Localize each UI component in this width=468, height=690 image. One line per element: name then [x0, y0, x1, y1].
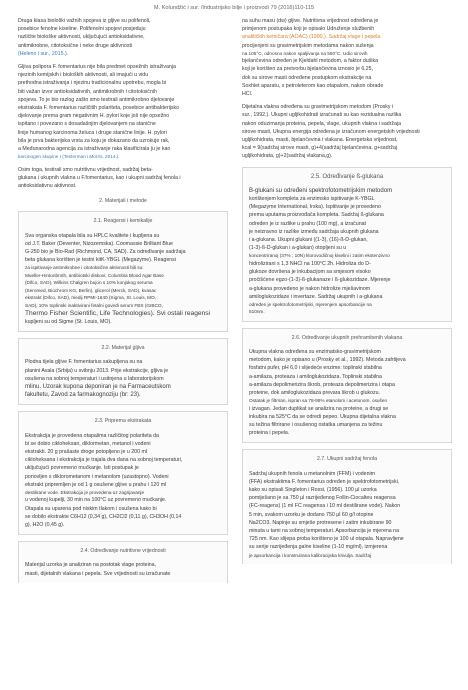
text-line: masti, dijetalnih vlakana i pepela. Sve vrijednosti su izračunate: [25, 570, 171, 577]
text-line: Sva organska otapala bila su HPLC kvalitete i kupljena su: [25, 232, 160, 239]
text-line: mlinu. Uzorak kupona deponiran je na Farmaceutskom: [25, 383, 171, 390]
text-line: djelovanje prema gram negativnim H. pylori koje još nije opsežno: [18, 113, 170, 120]
subsection-heading: 2.7. Ukupni sadržaj fenola: [317, 456, 377, 463]
section-box-glucan: [242, 167, 452, 322]
text-line: linije humanog karcinoma želuca i druge stanične linije. H. pylori: [18, 129, 167, 136]
highlighted-text-line: analitičkih kemičara (AOAC) (1990.). Sadržaj vlage i pepela: [242, 34, 381, 41]
text-line: metodom, kako je opisano u (Prosky et al., 1992). Metoda zahtijeva: [249, 357, 406, 364]
text-line: i a-glukana. Ukupni glukani ((1-3), (16)-ß-D-glukan,: [249, 237, 368, 244]
text-line: proteina i pepela.: [249, 430, 290, 437]
intro-paragraph-2: [18, 63, 228, 161]
text-line: a-amilaza depolimerizira škrob, proteaza depolimerizira i otapa: [249, 381, 395, 388]
text-line: glukana i ukupnih vlakna u F.fomentarius, kao i ukupni sadržaj fenola i: [18, 174, 181, 181]
citation-link[interactable]: (Heleno i sur., 2015.).: [18, 50, 69, 57]
text-line: bila je prva bakterijska vrsta za koju je dokazano da uzrokuje rak,: [18, 137, 170, 144]
fiber-paragraph: [242, 103, 452, 160]
text-line: Osim toga, testirali smo nutritivnu vrijednost, sadržaj beta-: [18, 166, 153, 173]
text-line: beta glukana korišten je testni kitK-YBGL (Megazyme). Reagensi: [25, 257, 176, 264]
text-line: prema uputama proizvođača kompleta. Sadržaj ß-glukana: [249, 212, 384, 219]
text-line: Gljiva polipora F. fomentarius nije bila predmet opsežnih istraživanja: [18, 64, 176, 71]
text-line: glukoze dovršena je inkubacijom sa smjesom visoko: [249, 269, 371, 276]
text-line: ekstrakt (Difco, SAD), medij RPMI-1640 (Sigma, St. Louis, MO,: [25, 295, 157, 301]
text-line: proteine, dok amiloglukozidaza prevara škrob u glukozu.: [249, 389, 381, 396]
text-line: planini Avala (Srbija) u svibnju 2013. Prije ekstrakcije, gljiva je: [25, 367, 169, 374]
section-box-dietary-fiber: [242, 328, 452, 444]
text-line: Mueller-Hintonbroth, antibiotski diskovi, Columbia Blood Agar Base: [25, 272, 164, 278]
right-column: [242, 17, 452, 564]
text-line: korištenjem kompleta za enzimsko ispitivanje K-YBGL: [249, 196, 375, 203]
section-box-nutrition: [18, 541, 228, 583]
text-line: fosfatni pufer, pH 6,0 i slijedeće enzime: toplinski stabilna: [249, 365, 382, 372]
text-line: sirove masti. Ukupna energija određena je izračunom energetskih vrijednosti: [242, 128, 420, 135]
text-line: pročišćene egzo-(1-3)-ß-glukanaze i ß-glukozidaze. Mjerenje: [249, 277, 391, 284]
text-line: bi se dobio cikloheksan, diklormetan, metanol i vodeni: [25, 440, 151, 447]
text-line: dok su sirove masti određene postupkom ekstrakcije na: [242, 74, 372, 81]
text-line: (1-3)-ß-D-glukan i a-glukan) otopljeni su u: [249, 245, 347, 252]
text-line: kupljeni su od Sigme (St. Louis, MO).: [25, 318, 112, 325]
intro-paragraph-3: [18, 166, 228, 191]
text-line: posebice fenolne kiseline. Polifenolni spojevi posjeduju: [18, 26, 146, 33]
text-line: g), H2O (0,45 g).: [25, 521, 65, 528]
text-line: 725 nm. Kao slijepa proba korišteno je 100 ul otapala. Napravljene: [249, 536, 404, 543]
text-line: Soxhlet aparatu, s petroleterom kao otapalom, nakon obrade: [242, 82, 384, 89]
text-line: (Megazyme International, Irska). Ispitivanje je provedeno: [249, 204, 381, 211]
section-box-extracts: [18, 411, 228, 535]
text-line: cikloheksana i ekstrakcija je trajala dva dana na sobnoj temperaturi,: [25, 457, 183, 464]
subsection-heading: 2.6. Određivanje ukupnih prehrambenih vlakana: [291, 334, 403, 341]
text-line: Sadržaj ukupnih fenola u metanolnim (FFM) i vodenim: [249, 470, 376, 477]
subsection-heading: 2.1. Reagensi i kemikalije: [93, 218, 153, 225]
text-line: ugljikohidrata, masti, bjelančevina i vlakana. Energetska vrijednost,: [242, 137, 398, 144]
text-line: hidrolizirani s 1,3 NHCl na 100°C 2h. Hidroliza do D-: [249, 260, 371, 267]
text-line: B-glukani su određeni spektrofotometrijskim metodom: [249, 187, 393, 194]
text-line: određen je iz razlike u prahu (100 mg), a izračunat: [249, 220, 367, 227]
text-line: koji je korišten za pretvorbu bjelančevina iznosio je 6,25,: [242, 66, 374, 73]
text-line: ekstrakti. 20 g prašaste droge potopljeno je u 200 ml: [25, 448, 147, 455]
text-line: sur., 1992.). Ukupni ugljikohidrati izračunati su kao rezidualna razlika: [242, 112, 402, 119]
running-header: M. Kolundžić i sur. /Industrijsko bilje i proizvodi 79 (2016)110-115: [153, 5, 315, 11]
text-line: Ekstrakcija je provedena otapalima različitog polariteta da: [25, 432, 159, 439]
text-line: a-amilaza, proteaza i amiloglukozidaza. Toplinski stabilna: [249, 373, 382, 380]
text-line: (FC-reagens) (1 ml FC reagensa i 10 ml destilirane vode). Nakon: [249, 503, 401, 510]
text-line: nakon oduzimanja proteina, pepela, vlage, ukupnih vlakna i sadržaja: [242, 120, 402, 127]
subsection-heading: 2.5. Određivanje ß-glukana: [310, 173, 384, 180]
text-line: pomiješano je sa 750 µl razrijeđenog Follin-Ciocalteu reagensa: [249, 495, 396, 502]
text-line: Ukupna vlakna određena su enzimatsko-gravimetrijskom: [249, 348, 381, 355]
text-line: minuta u tami na sobnoj temperaturi. Apsorbancija je mjerena na: [249, 527, 399, 534]
text-line: kako su opisali Singleton i Rossi, (1956). 100 µl uzorka: [249, 486, 377, 493]
text-line: fakultetu, Zavod za farmakognoziju (br: 23).: [25, 392, 141, 399]
text-line: je apsorbancija i konstruirana kalibracijska krivulja. Sadržaj: [249, 552, 372, 558]
text-line: amiloglukozidaze i invertaze. Sadržaj ukupnih i a-glukana: [249, 293, 383, 300]
text-line: Druga klasa biološki važnih spojeva iz gljive su polifenoli,: [18, 18, 151, 24]
text-line: 510nm.: [249, 309, 265, 315]
text-line: i izvagan. Jedan duplikat se analizira na proteine, a drugi se: [249, 405, 389, 412]
text-line: na suhu masu (dw) gljive. Nutritivna vrijednost određena je: [242, 18, 379, 24]
text-line: kcal = 9(sadržaj sirove masti, g)+4(sadržaj bjelančevina, g+sadržaj: [242, 145, 398, 152]
text-line: osušena na sobnoj temperaturi i usitnjena u laboratorijskom: [25, 375, 164, 382]
text-line: određen je spektrofotometrijski, mjerenjem apsorbancije na: [249, 301, 372, 307]
text-line: Plodna tijela gljive F. fomentarius sakupljena su na: [25, 359, 143, 366]
text-line: ekstrakata F. fomentarius različitih polariteta, posebice antibakterijsko: [18, 105, 180, 112]
text-line: Dijetalna vlakna određena su gravimetrijskom metodom (Prosky i: [242, 104, 394, 111]
text-line: Otapala su uparena pod niskim tlakom i osušena kako bi: [25, 505, 157, 512]
text-line: (FFA) ekstraktima F. fomentarius određen je spektrofotometrijski,: [249, 478, 400, 485]
text-line: (Seromed, Biochrom KG, Berlin), glicerol (Merck, SAD), kvasac: [25, 287, 157, 293]
text-line: antioksidativnu aktivnost.: [18, 183, 77, 190]
text-line: destilirane vode. Ekstrakcija je provedena uz zagrijavanje: [25, 489, 145, 495]
text-line: je neizravno iz razlike između sadržaja ukupnih glukana: [249, 228, 379, 235]
text-line: antimikrobne, citotoksične i neke druge aktivnosti: [18, 42, 133, 49]
text-line: su težina filtrirane i osušenog ostatka umanjena za težinu: [249, 421, 383, 428]
subsection-heading: 2.3. Priprema ekstrakata: [94, 418, 152, 425]
text-line: su serije razrijeđenja galne kiseline (1-10 mg/ml), izmjerena: [249, 544, 388, 551]
text-line: koncentriranoj (37% ; 10N) klorovodičnoj kiselini i zatim ekstenzivno: [249, 253, 390, 259]
text-line: Materijal uzorka je analiziran na postotak vlage proteina,: [25, 562, 157, 569]
nutrition-continued: [242, 17, 452, 98]
text-line: a-glukana provedeno je nakon hidrolize mješavinom: [249, 285, 371, 292]
citation-link[interactable]: karcinogen skupine I (Testerman i Morris, 2014.).: [18, 154, 120, 160]
text-line: spojeva. To je bio razlog zašto smo testirali antimikrobno djelovanje: [18, 96, 175, 103]
text-line: na 105°C, odnosno nakon spaljivanja na 550°C. Udio sirovih: [242, 50, 368, 56]
text-line: ponovljen s diklorometanom i metanolom (uzastopno). Vodeni: [25, 473, 169, 480]
text-line: 5 min, svakom uzorku je dodano 750 µl 60 g/l otopine: [249, 511, 374, 518]
text-line: a Međunarodna agencija za istraživanje raka klasificirala ju je kao: [18, 146, 171, 153]
text-line: od J.T. Baker (Deventer, Nizozemska). Coomassie Brilliant Blue: [25, 240, 173, 247]
text-line: Thermo Fisher Scientific, Life Technologies). Svi ostali reagensi: [25, 309, 210, 317]
text-line: G-250 bio je Bio-Rad (Richmond, CA, SAD). Za određivanje sadržaja: [25, 249, 186, 256]
section-box-phenol: [242, 449, 452, 564]
text-line: HCl.: [242, 91, 253, 98]
text-line: Na2CO3. Napinje su smješe protresene i zatim inkubirane 90: [249, 519, 392, 526]
text-line: u vodenoj kupelji, 30 min na 100°C uz povremeno mućkanje.: [25, 497, 167, 504]
section-box-material: [18, 338, 228, 405]
text-line: procijenjeni su gravimetrijskim metodama nakon sušenja: [242, 42, 374, 49]
intro-paragraph-1: [18, 17, 228, 58]
left-column: [18, 17, 228, 583]
subsection-heading: 2.4. Određivanje nutritivne vrijednosti: [80, 548, 166, 555]
text-line: ispitano i povezano s dosadašnjim djelovanjem na stanične: [18, 121, 156, 128]
text-line: bjelančevina određen je Kjeldahl metodom, a faktor dušika: [242, 58, 379, 65]
text-line: uključujući povremeno mućkanje. Isti postupak je: [25, 465, 139, 472]
text-line: za ispitivanje antimikrobne i citotoksične aktivnosti bili su:: [25, 265, 144, 271]
text-line: ugljikohidrata, g)+2(sadržaj vlakana,g).: [242, 153, 333, 160]
text-line: (Difco, SAD), Wilkins Chalgren bujon s 10% konjskog seruma: [25, 280, 153, 286]
text-line: se dobilo ekstrakte C6H12 (0,34 g), CH2Cl2 (0,11 g), CH3OH (0,14: [25, 513, 182, 520]
text-line: primjenom postupaka koji je opisalo Udruženje službenih: [242, 26, 375, 33]
text-line: Ostatak je filtriran, ispran sa 78-95% etanolom i acetonom, osušen: [249, 398, 388, 404]
section-heading: 2. Materijali i metode: [99, 198, 147, 205]
subsection-heading: 2.2. Materijal gljiva: [101, 345, 145, 352]
text-line: SAD), 10% toplinski inaktivirani fetalni goveđi serum FBS (GIBCO,: [25, 302, 163, 308]
text-line: prethodna istraživanja i njezinu tradicionalnu upotrebu, mogla bi: [18, 80, 167, 87]
text-line: inkubira na 525°C da se odredi pepeo. Ukupna dijetalna vlakna: [249, 413, 396, 420]
text-line: ekstrakt pripremljen je od 1 g osušene gljive u prahu i 120 ml: [25, 481, 167, 488]
text-line: njezinih kemijskih i bioloških aktivnosti, ali imajući u vidu: [18, 72, 149, 79]
text-line: biti važan izvor antioksidativnih, antimikrobnih i citotoksičnih: [18, 88, 157, 95]
text-line: različite biološke aktivnosti, uključujući antioksidativne,: [18, 34, 145, 41]
section-box-reagents: [18, 211, 228, 332]
